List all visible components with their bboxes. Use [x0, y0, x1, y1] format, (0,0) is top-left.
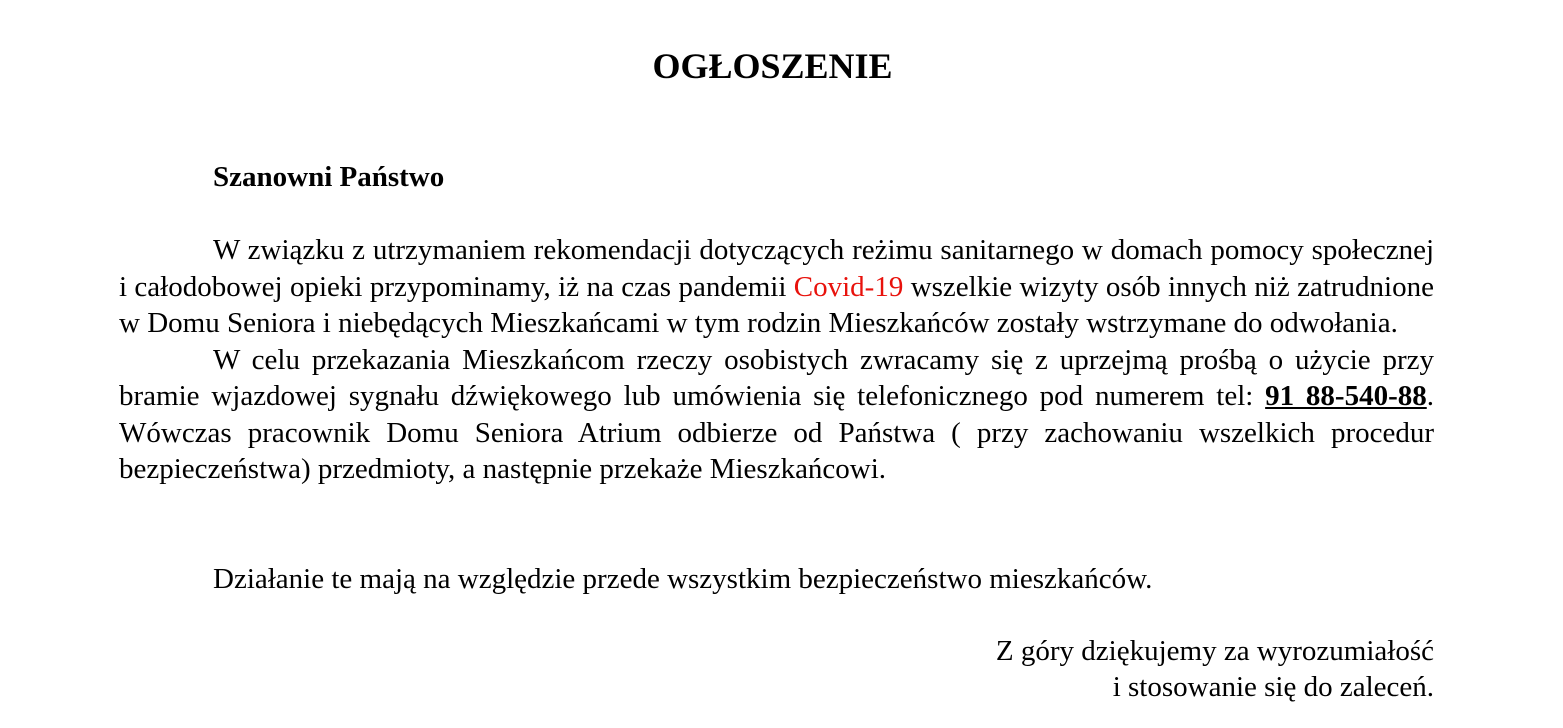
closing-line-thanks: Z góry dziękujemy za wyrozumiałość: [995, 635, 1434, 667]
paragraph-safety: Działanie te mają na względzie przede wszystkim bezpieczeństwo mieszkańców.: [213, 563, 1153, 595]
closing-line-compliance: i stosowanie się do zaleceń.: [1112, 671, 1434, 703]
paragraph-delivery: [119, 342, 1434, 488]
phone-number: 91 88-540-88: [1265, 380, 1427, 412]
document-title: OGŁOSZENIE: [652, 46, 893, 86]
paragraph-visits-tail: wszelkie wizyty osób innych niż zatrudnione w Domu Seniora i niebędących Mieszkańcami w tym rodzin Mieszkańców zostały wstrzymane do odwołania.: [119, 270, 1434, 339]
paragraph-delivery-tail: . Wówczas pracownik Domu Seniora Atrium odbierze od Państwa ( przy zachowaniu wszelkich procedur bezpieczeństwa) przedmioty, a następnie przekaże Mieszkańcowi.: [119, 380, 1434, 485]
paragraph-visits-text: W związku z utrzymaniem rekomendacji dotyczących reżimu sanitarnego w domach pomocy społecznej i całodobowej opieki przypominamy, iż na czas pandemii: [119, 234, 1434, 303]
paragraph-delivery-text: W celu przekazania Mieszkańcom rzeczy osobistych zwracamy się z uprzejmą prośbą o użycie przy bramie wjazdowej sygnału dźwiękowego lub umówienia się telefonicznego pod numerem tel:: [119, 343, 1434, 412]
greeting: Szanowni Państwo: [213, 161, 445, 193]
closing: [996, 633, 1434, 705]
document-body: [119, 232, 1434, 488]
covid-highlight: Covid-19: [793, 270, 904, 303]
paragraph-visits: [119, 232, 1434, 342]
